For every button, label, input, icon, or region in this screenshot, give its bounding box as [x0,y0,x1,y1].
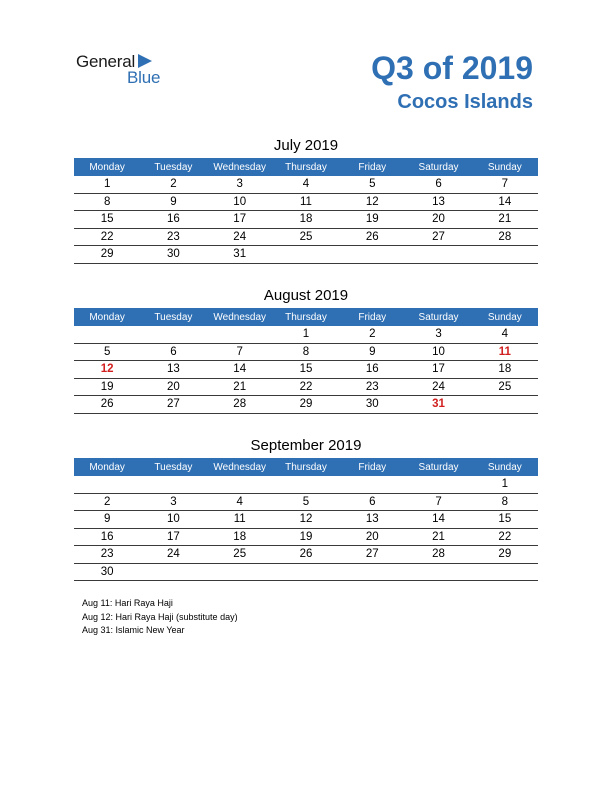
day-cell: 16 [365,363,379,376]
day-cell: 10 [432,345,445,358]
day-cell: 5 [302,495,310,508]
day-cell: 21 [233,380,247,393]
weekday-header: Wednesday [213,461,267,473]
brand-logo [76,52,176,88]
day-cell: 9 [170,195,177,208]
day-cell: 8 [501,495,509,508]
day-cell: 29 [100,248,114,261]
holiday-note: Aug 31: Islamic New Year [82,625,185,635]
weekday-header: Friday [358,461,387,473]
day-cell: 14 [432,513,445,526]
day-cell: 17 [233,213,247,226]
weekday-header: Monday [89,161,125,173]
day-cell: 27 [167,398,180,411]
day-cell: 10 [167,513,180,526]
day-cell: 2 [103,495,111,508]
day-cell: 23 [365,380,379,393]
day-cell: 13 [432,195,445,208]
weekday-header-row [74,308,538,326]
weekday-header: Wednesday [213,311,267,323]
logo-flag-icon [138,54,152,68]
weekday-header: Sunday [487,311,522,323]
day-cell: 20 [432,213,445,226]
week-row [74,511,538,529]
day-cell: 22 [498,530,512,543]
day-cell: 15 [498,513,512,526]
day-cell: 7 [435,495,442,508]
day-cell: 4 [302,178,310,191]
day-cell: 9 [103,513,111,526]
day-cell: 26 [299,548,313,561]
week-row [74,564,538,582]
day-cell: 9 [369,345,376,358]
day-cell: 22 [299,380,313,393]
day-cell: 15 [100,213,114,226]
month-title: August 2019 [263,287,349,304]
day-cell: 4 [501,328,509,341]
day-cell: 24 [167,548,180,561]
weekday-header: Thursday [285,161,327,173]
week-row [74,494,538,512]
week-row [74,396,538,414]
day-cell: 24 [233,230,247,243]
week-row [74,529,538,547]
week-row [74,476,538,494]
day-cell: 12 [365,195,379,208]
day-cell: 30 [100,565,114,578]
weeks-body [74,176,538,264]
day-cell: 16 [100,530,114,543]
day-cell: 14 [498,195,512,208]
day-cell: 25 [233,548,247,561]
day-cell: 1 [103,178,111,191]
logo-word-blue: Blue [127,68,161,87]
week-row [74,326,538,344]
week-row [74,361,538,379]
weekday-header: Thursday [285,461,327,473]
day-cell: 1 [501,478,509,491]
month-calendar-august [74,284,538,414]
day-cell: 13 [167,363,180,376]
week-row [74,211,538,229]
day-cell: 16 [167,213,180,226]
day-cell: 7 [501,178,509,191]
weekday-header: Tuesday [154,161,193,173]
day-cell: 18 [498,363,512,376]
day-cell: 18 [299,213,313,226]
weekday-header-row [74,158,538,176]
day-cell: 3 [435,328,442,341]
day-cell: 21 [432,530,445,543]
day-cell: 31 [432,398,445,411]
day-cell: 5 [369,178,376,191]
weekday-header: Saturday [418,161,459,173]
day-cell: 3 [236,178,243,191]
day-cell: 24 [432,380,445,393]
weekday-header: Wednesday [213,161,267,173]
day-cell: 12 [100,363,114,376]
week-row [74,246,538,264]
day-cell: 28 [498,230,512,243]
day-cell: 2 [369,328,376,341]
holiday-note: Aug 12: Hari Raya Haji (substitute day) [82,611,238,622]
day-cell: 27 [365,548,379,561]
day-cell: 29 [498,548,512,561]
day-cell: 7 [236,345,243,358]
day-cell: 31 [233,248,247,261]
week-row [74,379,538,397]
day-cell: 30 [365,398,379,411]
day-cell: 2 [170,178,177,191]
weeks-body [74,326,538,414]
weekday-header: Sunday [487,161,522,173]
day-cell: 13 [365,513,379,526]
day-cell: 23 [100,548,114,561]
day-cell: 30 [167,248,180,261]
weeks-body [74,476,538,581]
weekday-header: Monday [89,461,125,473]
month-title: September 2019 [250,437,362,454]
month-calendar-september [74,434,538,581]
day-cell: 6 [435,178,442,191]
week-row [74,176,538,194]
day-cell: 8 [103,195,111,208]
page-subtitle: Cocos Islands [397,91,533,113]
weekday-header: Friday [358,311,387,323]
day-cell: 1 [302,328,310,341]
week-row [74,194,538,212]
weekday-header: Saturday [418,311,459,323]
day-cell: 6 [170,345,177,358]
weekday-header: Sunday [487,461,522,473]
day-cell: 3 [170,495,177,508]
weekday-header: Thursday [285,311,327,323]
day-cell: 19 [365,213,379,226]
day-cell: 14 [233,363,247,376]
day-cell: 8 [302,345,310,358]
month-calendar-july [74,134,538,264]
day-cell: 26 [100,398,114,411]
day-cell: 11 [300,195,312,208]
day-cell: 19 [100,380,114,393]
holiday-note: Aug 11: Hari Raya Haji [82,598,173,608]
weekday-header: Tuesday [154,311,193,323]
day-cell: 25 [299,230,313,243]
day-cell: 5 [103,345,111,358]
weekday-header: Monday [89,311,125,323]
day-cell: 28 [432,548,445,561]
day-cell: 17 [167,530,180,543]
week-row [74,344,538,362]
day-cell: 11 [233,513,246,526]
day-cell: 28 [233,398,247,411]
day-cell: 26 [365,230,379,243]
day-cell: 25 [498,380,512,393]
day-cell: 11 [498,345,511,358]
logo-word-general: General [76,52,136,71]
day-cell: 19 [299,530,313,543]
day-cell: 15 [299,363,313,376]
day-cell: 10 [233,195,247,208]
month-title: July 2019 [273,137,339,154]
day-cell: 4 [236,495,243,508]
day-cell: 12 [299,513,313,526]
day-cell: 23 [167,230,180,243]
day-cell: 22 [100,230,114,243]
day-cell: 20 [365,530,379,543]
day-cell: 18 [233,530,247,543]
page-title: Q3 of 2019 [371,50,533,86]
day-cell: 27 [432,230,445,243]
weekday-header: Tuesday [154,461,193,473]
weekday-header: Friday [358,161,387,173]
holiday-notes [82,597,238,638]
day-cell: 29 [299,398,313,411]
week-row [74,546,538,564]
weekday-header: Saturday [418,461,459,473]
day-cell: 6 [369,495,376,508]
week-row [74,229,538,247]
day-cell: 20 [167,380,180,393]
weekday-header-row [74,458,538,476]
day-cell: 17 [432,363,445,376]
day-cell: 21 [498,213,512,226]
